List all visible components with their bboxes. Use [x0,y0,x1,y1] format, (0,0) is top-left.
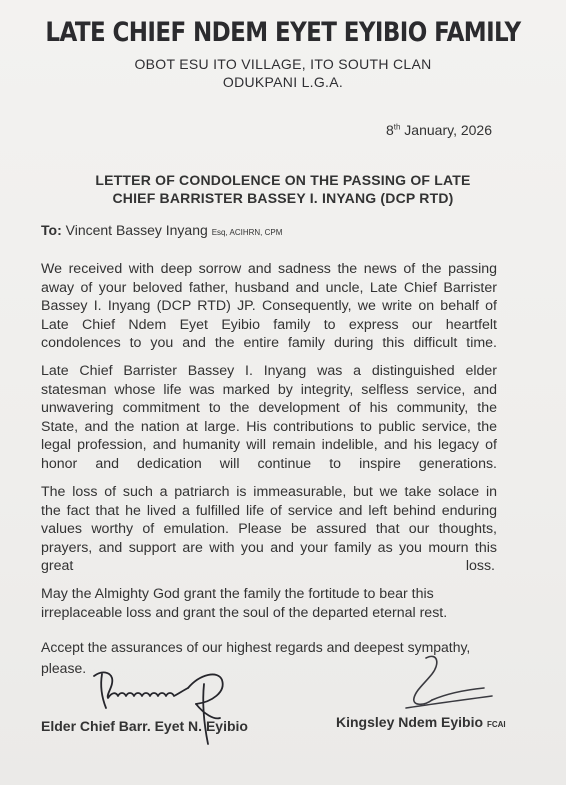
paragraph-line: May the Almighty God grant the family the fortitude to bear this [41,586,434,602]
right-signatory [336,714,506,730]
paragraph-line: statesman whose life was marked by integrity, selfless service, and [41,381,497,398]
letter-date [386,122,492,138]
right-signatory-credentials: FCAI [486,720,506,729]
right-signature [392,652,502,718]
right-signatory-name: Kingsley Ndem Eyibio [336,714,484,730]
recipient-credentials: Esq, ACIHRN, CPM [211,228,283,237]
subject-line1: LETTER OF CONDOLENCE ON THE PASSING OF LATE [95,172,471,188]
paragraph-line: Late Chief Barrister Bassey I. Inyang was a distinguished elder [41,363,497,379]
paragraph-line: Bassey I. Inyang (DCP RTD) JP. Consequently, we write on behalf of [41,298,497,314]
closing-line1: Accept the assurances of our highest regards and deepest sympathy, [41,639,471,655]
recipient-line [41,222,282,238]
paragraph-line: condolences to you and the entire family during this difficult time. [41,335,497,351]
paragraph-line: honor and dedication will continue to inspire generations. [41,455,497,472]
closing-line2: please. [41,660,87,676]
paragraph-line-end: loss. [465,558,495,574]
recipient-label: To: [41,222,62,238]
paragraph-line: Late Chief Ndem Eyet Eyibio family to express our heartfelt [41,316,497,333]
recipient-name: Vincent Bassey Inyang [65,222,208,238]
paragraph-3 [41,483,497,576]
date-suffix: th [393,122,401,132]
letterhead-address-line1: OBOT ESU ITO VILLAGE, ITO SOUTH CLAN [134,56,432,72]
paragraph-line: away of your beloved father, husband and uncle, Late Chief Barrister [41,279,497,296]
subject-line2: CHIEF BARRISTER BASSEY I. INYANG (DCP RTD) [112,190,454,206]
paragraph-line: We received with deep sorrow and sadness the news of the passing [41,261,497,277]
paragraph-line: the fact that he lived a fulfilled life of service and left behind enduring [41,502,497,519]
paragraph-line: State, and the nation at large. His contributions to public service, the [41,418,497,435]
letterhead-title: LATE CHIEF NDEM EYET EYIBIO FAMILY [45,18,521,48]
paragraph-line: prayers, and support are with you and your family as you mourn this [41,539,497,556]
paragraph-line: The loss of such a patriarch is immeasurable, but we take solace in [41,484,497,500]
left-signatory-name: Elder Chief Barr. Eyet N. Eyibio [41,718,248,734]
paragraph-line: values worthy of emulation. Please be assured that our thoughts, [41,521,497,537]
paragraph-last-line [41,557,497,576]
paragraph-line-start: great [41,558,74,574]
date-rest: January, 2026 [400,122,492,138]
paragraph-line: irreplaceable loss and grant the soul of the departed eternal rest. [41,604,448,621]
paragraph-2 [41,362,497,473]
date-day: 8 [385,122,394,138]
paragraph-1 [41,260,497,353]
paragraph-line: unwavering commitment to the development of his community, the [41,400,497,416]
paragraph-line: legal profession, and humanity will remain indelible, and his legacy of [41,437,497,453]
letterhead-address-line2: ODUKPANI L.G.A. [222,74,344,90]
paragraph-4 [41,585,497,622]
